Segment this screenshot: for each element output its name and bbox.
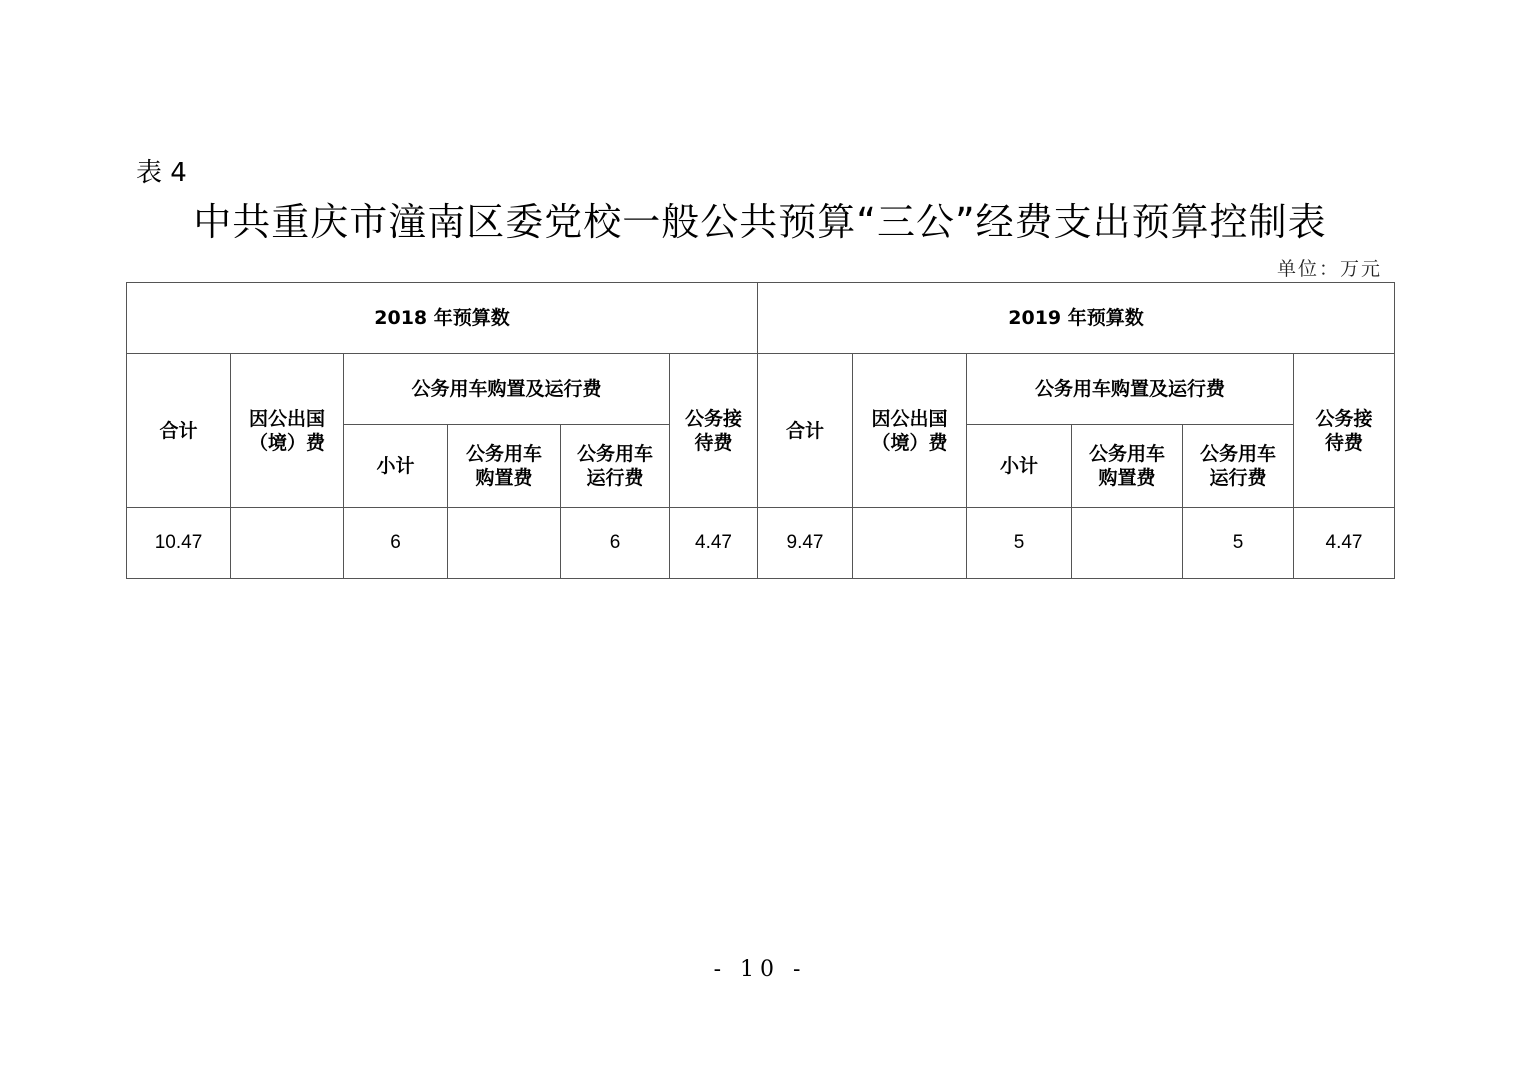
header-abroad-2019	[853, 354, 967, 508]
cell-reception-2018: 4.47	[670, 508, 758, 579]
header-abroad-2019-text: 因公出国（境）费	[871, 407, 948, 454]
header-abroad-2018	[231, 354, 344, 508]
cell-vehicle-operation-2018: 6	[561, 508, 670, 579]
cell-vehicle-purchase-2018	[448, 508, 561, 579]
header-reception-2019-text: 公务接待费	[1315, 407, 1373, 454]
budget-control-table	[126, 282, 1395, 579]
cell-total-2018: 10.47	[127, 508, 231, 579]
header-total-2019: 合计	[758, 354, 853, 508]
header-total-2018: 合计	[127, 354, 231, 508]
unit-label: 单位：万元	[1276, 258, 1382, 280]
header-abroad-2018-text: 因公出国（境）费	[248, 407, 325, 454]
header-vehicle-purchase-2019	[1072, 425, 1183, 508]
header-vehicle-operation-2019	[1183, 425, 1294, 508]
year-header-row	[127, 283, 1395, 354]
header-reception-2018	[670, 354, 758, 508]
header-vehicle-group-2018: 公务用车购置及运行费	[344, 354, 670, 425]
document-title: 中共重庆市潼南区委党校一般公共预算“三公”经费支出预算控制表	[193, 200, 1327, 244]
header-subtotal-2018: 小计	[344, 425, 448, 508]
header-vehicle-operation-2018	[561, 425, 670, 508]
page-number: - 10 -	[713, 957, 807, 982]
table-row	[127, 508, 1395, 579]
cell-vehicle-operation-2019: 5	[1183, 508, 1294, 579]
year-header-2018: 2018 年预算数	[127, 283, 758, 354]
header-vehicle-operation-2018-text: 公务用车运行费	[576, 443, 653, 489]
header-reception-2018-text: 公务接待费	[684, 407, 742, 454]
header-vehicle-purchase-2018-text: 公务用车购置费	[465, 443, 542, 489]
header-reception-2019	[1294, 354, 1395, 508]
header-vehicle-group-2019: 公务用车购置及运行费	[967, 354, 1294, 425]
header-vehicle-purchase-2019-text: 公务用车购置费	[1088, 443, 1165, 489]
cell-total-2019: 9.47	[758, 508, 853, 579]
header-subtotal-2019: 小计	[967, 425, 1072, 508]
cell-reception-2019: 4.47	[1294, 508, 1395, 579]
header-vehicle-operation-2019-text: 公务用车运行费	[1199, 443, 1276, 489]
cell-subtotal-2018: 6	[344, 508, 448, 579]
cell-abroad-2018	[231, 508, 344, 579]
header-vehicle-purchase-2018	[448, 425, 561, 508]
category-header-row	[127, 354, 1395, 425]
year-header-2019: 2019 年预算数	[758, 283, 1395, 354]
cell-abroad-2019	[853, 508, 967, 579]
cell-subtotal-2019: 5	[967, 508, 1072, 579]
cell-vehicle-purchase-2019	[1072, 508, 1183, 579]
table-label: 表 4	[136, 158, 187, 188]
